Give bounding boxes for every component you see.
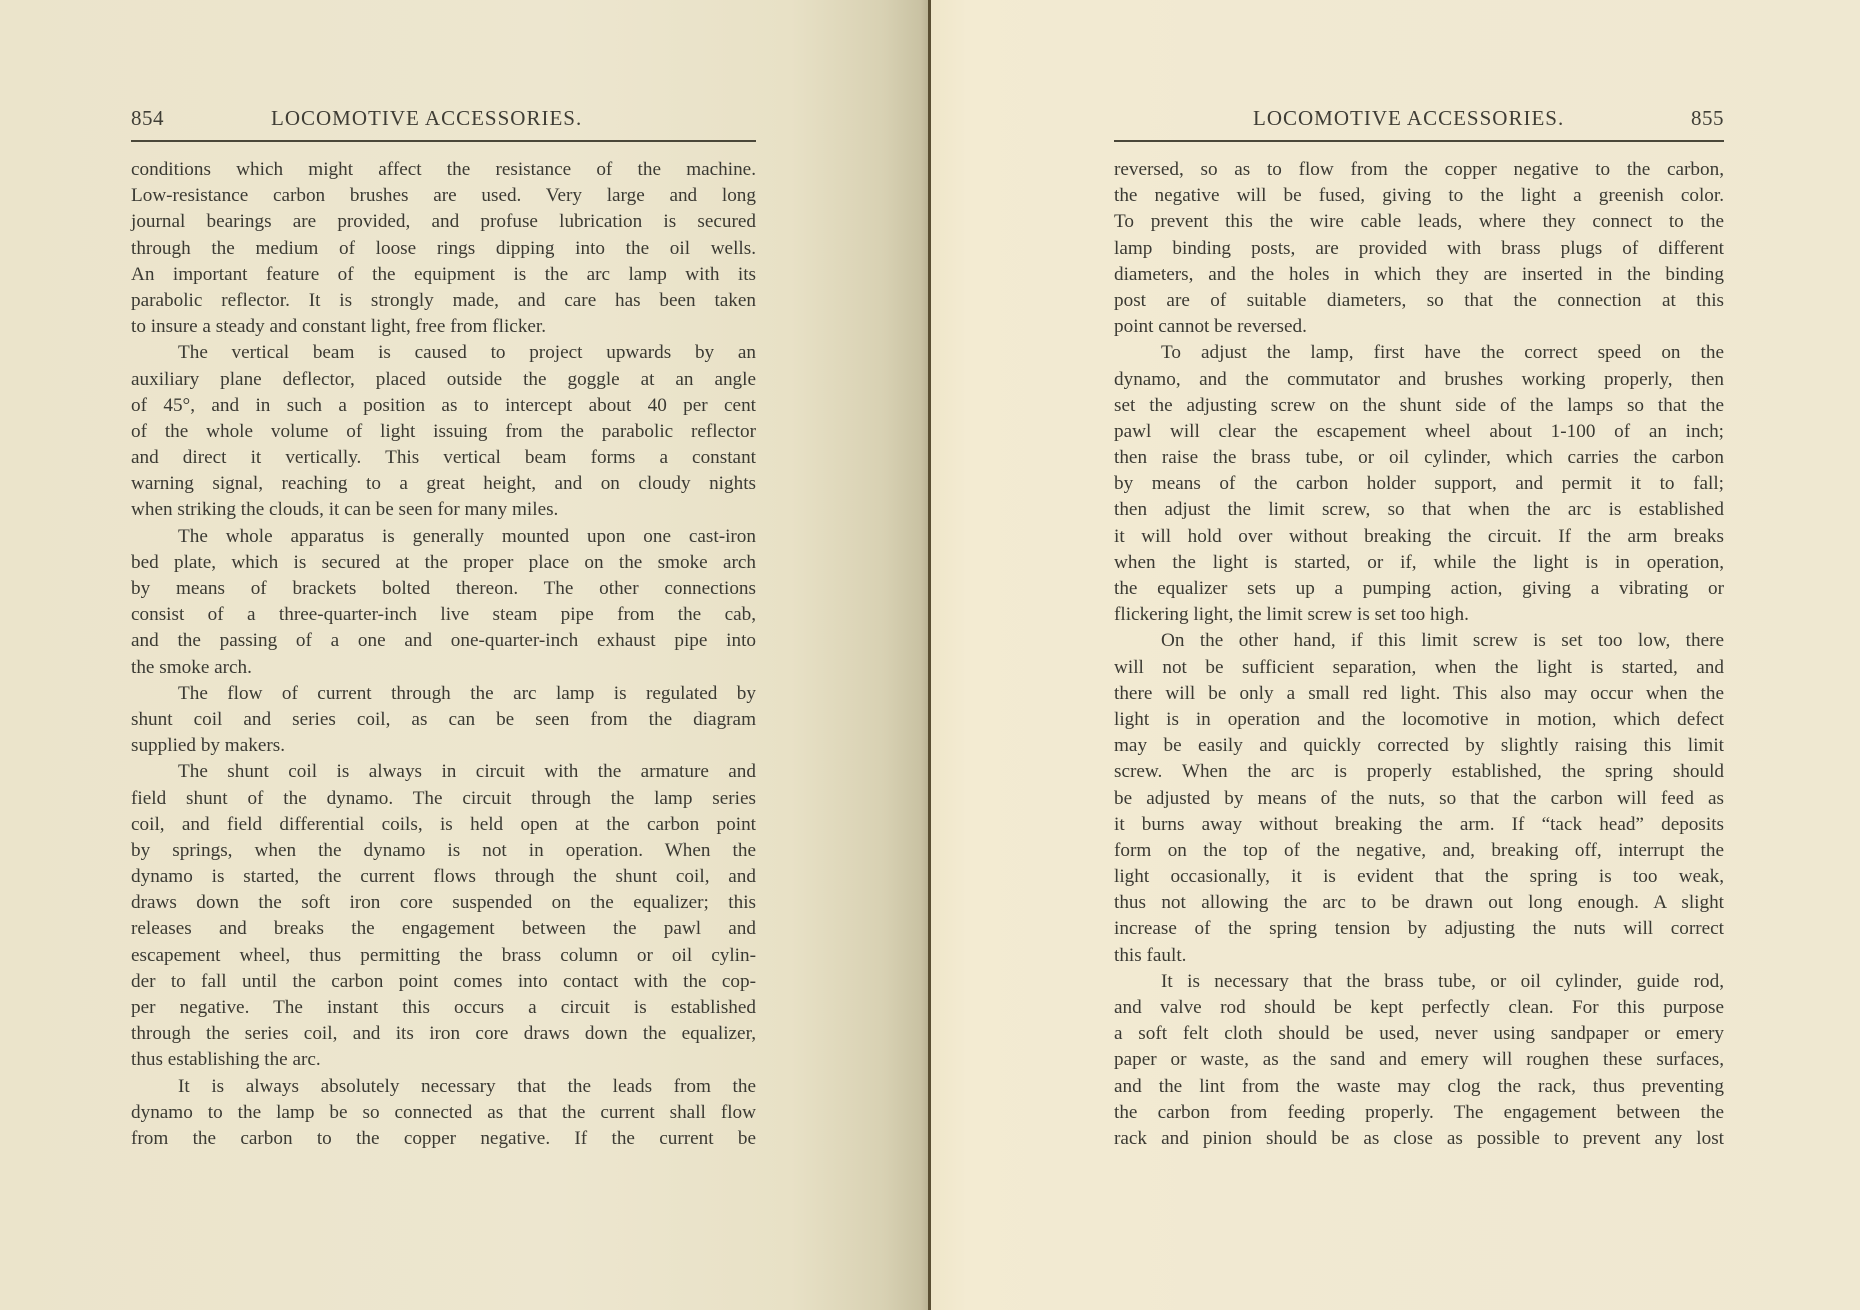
text-line: thus establishing the arc. [131, 1049, 321, 1071]
text-line: dynamo, and the commutator and brushes working properly, then [1114, 368, 1724, 390]
text-line: by means of brackets bolted thereon. The other connections [131, 578, 756, 599]
text-line: to insure a steady and constant light, free from flicker. [131, 316, 547, 338]
text-line: post are of suitable diameters, so that the connection at this [1114, 289, 1724, 311]
text-line: then raise the brass tube, or oil cylinder, which carries the carbon [1114, 447, 1724, 469]
text-line: reversed, so as to flow from the copper negative to the carbon, [1114, 159, 1724, 180]
text-line: and valve rod should be kept perfectly clean. For this purpose [1114, 997, 1724, 1018]
text-line: journal bearings are provided, and profuse lubrication is secured [131, 211, 756, 233]
text-line: it burns away without breaking the arm. If “tack head” deposits [1114, 813, 1724, 835]
text-line: field shunt of the dynamo. The circuit through the lamp series [131, 787, 756, 809]
text-line: then adjust the limit screw, so that when the arc is established [1114, 499, 1724, 521]
page-number: 855 [1691, 106, 1724, 130]
text-line: and the passing of a one and one-quarter-inch exhaust pipe into [131, 630, 756, 652]
text-line: conditions which might affect the resistance of the machine. [131, 159, 756, 180]
text-line: screw. When the arc is properly established, the spring should [1114, 761, 1724, 783]
text-line: when the light is started, or if, while the light is in operation, [1114, 551, 1724, 573]
text-line: lamp binding posts, are provided with brass plugs of different [1114, 237, 1724, 259]
text-line: pawl will clear the escapement wheel about 1-100 of an inch; [1114, 420, 1724, 442]
text-line: It is necessary that the brass tube, or oil cylinder, guide rod, [1161, 970, 1724, 992]
text-line: The vertical beam is caused to project upwards by an [178, 342, 756, 364]
text-line: of 45°, and in such a position as to intercept about 40 per cent [131, 394, 756, 416]
text-line: will not be sufficient separation, when the light is started, and [1114, 656, 1724, 678]
text-line: this fault. [1114, 944, 1187, 966]
text-line: On the other hand, if this limit screw is set too low, there [1161, 630, 1724, 652]
page-number: 854 [131, 106, 164, 130]
text-line: may be easily and quickly corrected by slightly raising this limit [1114, 735, 1724, 757]
text-line: consist of a three-quarter-inch live steam pipe from the cab, [131, 604, 756, 626]
text-line: the carbon from feeding properly. The engagement between the [1114, 1101, 1724, 1123]
text-line: point cannot be reversed. [1114, 316, 1307, 338]
text-line: draws down the soft iron core suspended on the equalizer; this [131, 892, 756, 914]
text-line: dynamo to the lamp be so connected as that the current shall flow [131, 1101, 756, 1123]
right-page-body [1114, 157, 1724, 1152]
text-line: shunt coil and series coil, as can be seen from the diagram [131, 708, 756, 730]
text-line: Low-resistance carbon brushes are used. Very large and long [131, 185, 756, 207]
text-line: from the carbon to the copper negative. If the current be [131, 1127, 756, 1149]
running-header-left [131, 100, 756, 142]
text-line: by springs, when the dynamo is not in operation. When the [131, 839, 756, 861]
right-page [930, 0, 1860, 1310]
text-line: paper or waste, as the sand and emery will roughen these surfaces, [1114, 1049, 1724, 1071]
text-line: The shunt coil is always in circuit with the armature and [178, 761, 756, 783]
text-line: supplied by makers. [131, 735, 286, 757]
text-line: the equalizer sets up a pumping action, giving a vibrating or [1114, 578, 1724, 599]
text-line: coil, and field differential coils, is held open at the carbon point [131, 813, 756, 835]
text-line: of the whole volume of light issuing from the parabolic reflector [131, 420, 756, 442]
text-line: light occasionally, it is evident that the spring is too weak, [1114, 866, 1724, 888]
book-spine-gutter [928, 0, 931, 1310]
text-line: An important feature of the equipment is the arc lamp with its [131, 263, 756, 285]
text-line: it will hold over without breaking the circuit. If the arm breaks [1114, 525, 1724, 547]
running-head-title: LOCOMOTIVE ACCESSORIES. [1253, 106, 1565, 130]
text-line: the smoke arch. [131, 656, 252, 678]
text-line: warning signal, reaching to a great height, and on cloudy nights [131, 473, 756, 495]
text-line: increase of the spring tension by adjusting the nuts will correct [1114, 918, 1724, 940]
text-line: there will be only a small red light. This also may occur when the [1114, 682, 1724, 704]
text-line: by means of the carbon holder support, and permit it to fall; [1114, 473, 1724, 495]
text-line: per negative. The instant this occurs a circuit is established [131, 997, 756, 1018]
text-line: set the adjusting screw on the shunt side of the lamps so that the [1114, 394, 1724, 416]
text-line: through the series coil, and its iron core draws down the equalizer, [131, 1023, 756, 1045]
text-line: thus not allowing the arc to be drawn out long enough. A slight [1114, 892, 1724, 914]
text-line: To adjust the lamp, first have the correct speed on the [1161, 342, 1724, 364]
text-line: The flow of current through the arc lamp is regulated by [178, 682, 756, 704]
text-line: when striking the clouds, it can be seen for many miles. [131, 499, 559, 521]
text-line: a soft felt cloth should be used, never using sandpaper or emery [1114, 1023, 1724, 1045]
text-line: light is in operation and the locomotive in motion, which defect [1114, 708, 1724, 730]
text-line: and direct it vertically. This vertical beam forms a constant [131, 447, 756, 469]
text-line: dynamo is started, the current flows through the shunt coil, and [131, 866, 756, 888]
text-line: der to fall until the carbon point comes into contact with the cop- [131, 970, 756, 992]
text-line: form on the top of the negative, and, breaking off, interrupt the [1114, 839, 1724, 861]
text-line: be adjusted by means of the nuts, so that the carbon will feed as [1114, 787, 1724, 809]
text-line: It is always absolutely necessary that the leads from the [178, 1075, 756, 1097]
running-header-right [1114, 100, 1724, 142]
text-line: the negative will be fused, giving to the light a greenish color. [1114, 185, 1724, 207]
text-line: rack and pinion should be as close as possible to prevent any lost [1114, 1127, 1724, 1149]
text-line: releases and breaks the engagement between the pawl and [131, 918, 756, 940]
text-line: bed plate, which is secured at the proper place on the smoke arch [131, 551, 756, 573]
text-line: diameters, and the holes in which they are inserted in the binding [1114, 263, 1724, 285]
text-line: auxiliary plane deflector, placed outside the goggle at an angle [131, 368, 756, 390]
text-line: flickering light, the limit screw is set too high. [1114, 604, 1469, 626]
text-line: escapement wheel, thus permitting the brass column or oil cylin- [131, 944, 756, 966]
text-line: The whole apparatus is generally mounted upon one cast-iron [178, 525, 756, 547]
left-page-body [131, 157, 756, 1152]
text-line: through the medium of loose rings dipping into the oil wells. [131, 237, 756, 259]
text-line: parabolic reflector. It is strongly made, and care has been taken [131, 289, 756, 311]
text-line: To prevent this the wire cable leads, where they connect to the [1114, 211, 1724, 233]
text-line: and the lint from the waste may clog the rack, thus preventing [1114, 1075, 1724, 1097]
running-head-title: LOCOMOTIVE ACCESSORIES. [271, 106, 583, 130]
